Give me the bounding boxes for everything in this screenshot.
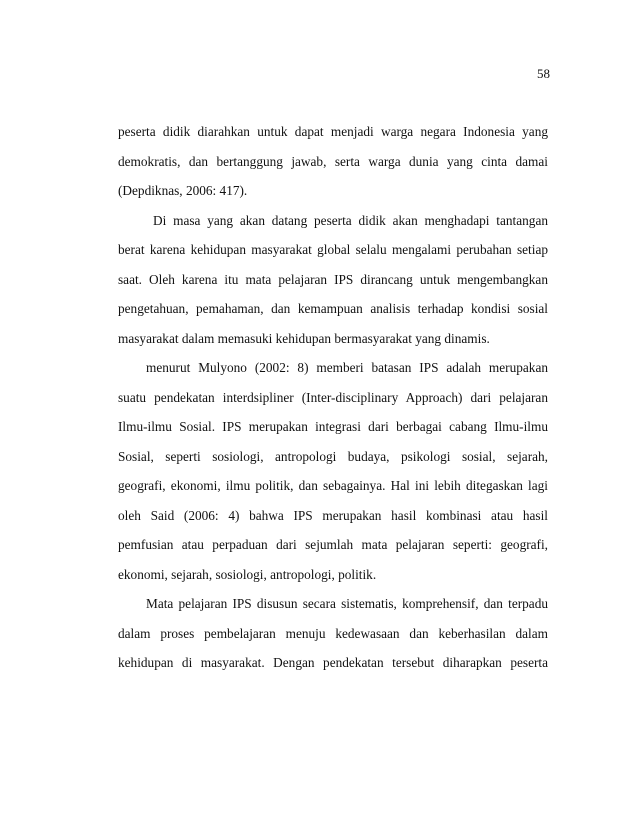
text-line: demokratis, dan bertanggung jawab, serta warga dunia yang cinta damai: [118, 153, 548, 169]
text-line: peserta didik diarahkan untuk dapat menjadi warga negara Indonesia yang: [118, 124, 548, 139]
page-number: 58: [537, 66, 550, 81]
text-line: (Depdiknas, 2006: 417).: [118, 183, 248, 198]
text-line: pemfusian atau perpaduan dari sejumlah mata pelajaran seperti: geografi,: [118, 537, 548, 552]
text-line: pengetahuan, pemahaman, dan kemampuan analisis terhadap kondisi sosial: [118, 301, 548, 316]
body-text: [118, 117, 548, 678]
text-line: saat. Oleh karena itu mata pelajaran IPS dirancang untuk mengembangkan: [118, 271, 548, 287]
text-line: dalam proses pembelajaran menuju kedewasaan dan keberhasilan dalam: [118, 625, 548, 641]
paragraph-first-line: Di masa yang akan datang peserta didik akan menghadapi tantangan: [153, 212, 548, 228]
paragraph-first-line: menurut Mulyono (2002: 8) memberi batasan IPS adalah merupakan: [146, 360, 548, 375]
text-line: suatu pendekatan interdsipliner (Inter-disciplinary Approach) dari pelajaran: [118, 389, 548, 405]
text-line: berat karena kehidupan masyarakat global selalu mengalami perubahan setiap: [118, 242, 548, 257]
text-line: Ilmu-ilmu Sosial. IPS merupakan integrasi dari berbagai cabang Ilmu-ilmu: [118, 419, 548, 434]
paragraph-first-line: Mata pelajaran IPS disusun secara sistematis, komprehensif, dan terpadu: [146, 596, 548, 611]
text-line: masyarakat dalam memasuki kehidupan bermasyarakat yang dinamis.: [118, 330, 490, 346]
text-line: Sosial, seperti sosiologi, antropologi budaya, psikologi sosial, sejarah,: [118, 448, 548, 464]
text-line: oleh Said (2006: 4) bahwa IPS merupakan hasil kombinasi atau hasil: [118, 507, 548, 523]
text-line: kehidupan di masyarakat. Dengan pendekatan tersebut diharapkan peserta: [118, 655, 548, 670]
text-line: geografi, ekonomi, ilmu politik, dan sebagainya. Hal ini lebih ditegaskan lagi: [118, 478, 548, 493]
text-line: ekonomi, sejarah, sosiologi, antropologi, politik.: [118, 566, 377, 582]
